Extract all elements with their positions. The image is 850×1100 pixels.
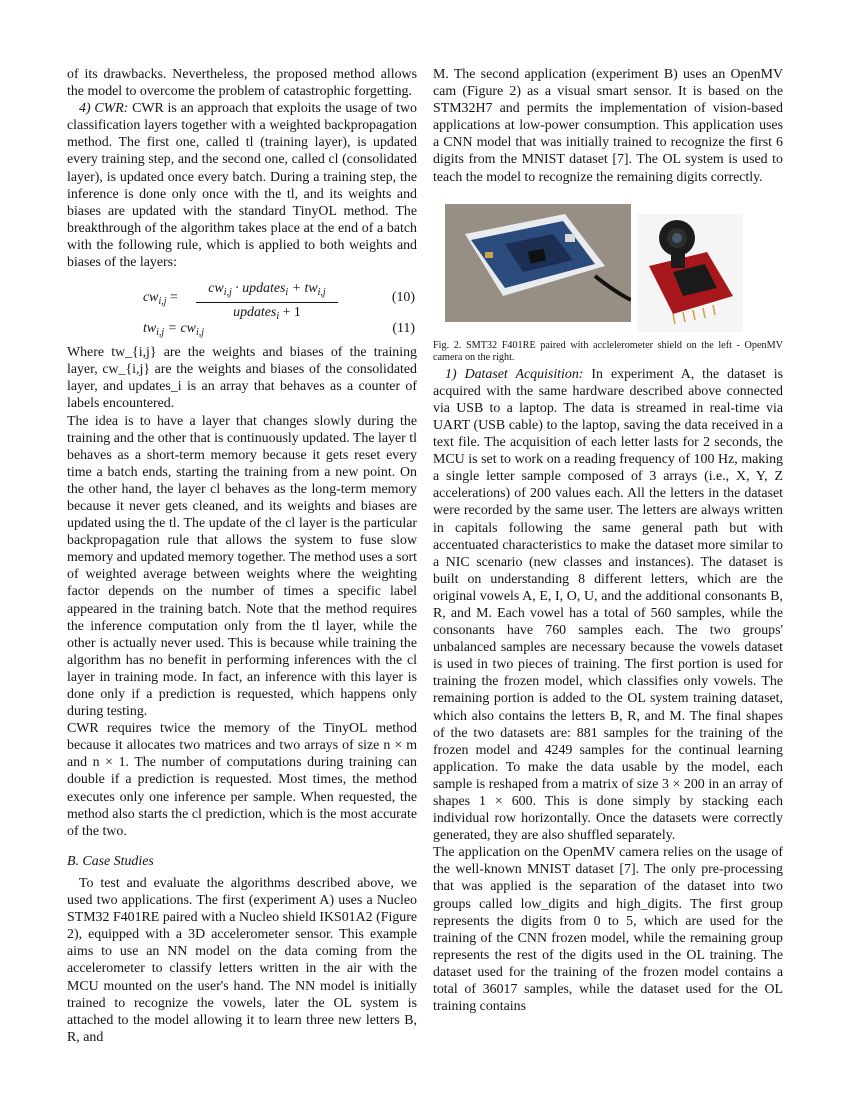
- paragraph-idea: The idea is to have a layer that changes slowly during the training and the other that is continuously updated. The layer tl behaves as a short-term memory because it gets reset every time a batch ends, starting the training from a new point. On the other hand, the layer cl behaves as the long-term memory because it never gets cleaned, and its weights and biases are updated using the tl. The update of the cl layer is the particular backpropagation rule that allows the system to fuse slow memory and updated memory together. The method uses a sort of weighted average between weights where the weighting factor depends on the number of times a specific label appeared in the training batch. Note that the method requires the inference computation only from the tl layer, while the other is actually never used. This is because while training the algorithm has no benefit in performing inferences with the cl layer in training mode. In fact, an inference with this layer is done only if a prediction is requested, which happens only during testing.: [67, 413, 418, 720]
- equation-10-fraction: $cw_{i,j}$ · updates$_i$ + $tw_{i,j}$ updates$_i$ + 1: [196, 280, 338, 325]
- dataset-acquisition-heading: 1) Dataset Acquisition:: [445, 366, 584, 382]
- equation-11: [67, 320, 417, 344]
- nucleo-board-photo: [445, 204, 631, 322]
- equation-10: [67, 280, 417, 323]
- equation-10-lhs: $cw_{i,j}$ =: [143, 290, 178, 308]
- paragraph-memory: CWR requires twice the memory of the TinyOL method because it allocates two matrices and two arrays of size n × m and n × 1. The number of computations during training can double if a prediction is requested. Most times, the method executes only one inference per sample. When requested, the method also starts the cl prediction, which is the most accurate of the two.: [67, 721, 417, 839]
- paragraph-case-studies: To test and evaluate the algorithms described above, we used two applications. The first (experiment A) uses a Nucleo STM32 F401RE paired with a Nucleo shield IKS01A2 (Figure 2), equipped with a 3D accelerometer sensor. This example aims to use an NN model on the data coming from the accelerometer to classify letters written in the air with the MCU mounted on the user's hand. The NN model is initially trained to recognize the vowels, later the OL system is attached to the model allowing it to learn three new letters B, R, and: [67, 875, 417, 1045]
- paragraph-openmv: The application on the OpenMV camera relies on the usage of the well-known MNIST dataset [7]. The only pre-processing that was applied is the separation of the dataset into two groups called low_digits and high_digits. The first group represents the digits from 0 to 5, which are used for the training of the CNN frozen model, while the remaining group represents the rest of the digits used in the OL training. The dataset used for the training of the frozen model contains a total of 36017 samples, while the dataset used for the OL training contains: [433, 845, 783, 1015]
- cwr-text: CWR is an approach that exploits the usage of two classification layers together with a weighted backpropagation method. The first one, called tl (training layer), is updated every training step, and the second one, called cl (consolidated layer), is updated once every batch. During a training step, the inference is done only once with the tl, and its weights and biases are updated with the standard TinyOL method. The breakthrough of the algorithm takes place at the end of a batch with the following rule, which is applied to both weights and biases of the layers:: [67, 101, 417, 271]
- section-heading-case-studies: B. Case Studies: [67, 853, 154, 869]
- equation-10-number: (10): [391, 290, 415, 306]
- paragraph-experiment-b: M. The second application (experiment B) uses an OpenMV cam (Figure 2) as a visual smart sensor. It is based on the STM32H7 and permits the implementation of vision-based applications at low-power consumption. This application uses a CNN model that was initially trained to recognize the first 6 digits from the MNIST dataset [7]. The OL system is used to teach the model to recognize the remaining digits correctly.: [433, 67, 783, 185]
- right-column: [433, 66, 783, 1015]
- figure-caption: Fig. 2. SMT32 F401RE paired with acclelerometer shield on the left - OpenMV camera on the right.: [433, 339, 783, 363]
- cwr-heading: 4) CWR:: [79, 101, 129, 117]
- openmv-camera-photo: [637, 214, 743, 332]
- left-column: [67, 66, 417, 1046]
- paragraph-intro: of its drawbacks. Nevertheless, the proposed method allows the model to overcome the problem of catastrophic forgetting.: [67, 67, 417, 100]
- paragraph-dataset-acquisition: [433, 366, 783, 845]
- paragraph-where: Where tw_{i,j} are the weights and biases of the training layer, cw_{i,j} are the weights and biases of the consolidated layer, and updates_i is an array that behaves as a counter of labels encountered.: [67, 345, 417, 412]
- figure-2: [433, 204, 783, 363]
- equation-11-body: $tw_{i,j} = cw_{i,j}$: [143, 321, 205, 339]
- dataset-acquisition-text: In experiment A, the dataset is acquired with the same hardware described above connected via USB to a laptop. The data is streamed in real-time via UART (USB cable) to the laptop, saving the data received in a text file. The acquisition of each letter lasts for 2 seconds, the MCU is set to work on a reading frequency of 100 Hz, making a single letter sample composed of 3 arrays (i.e., X, Y, Z accelerations) of 200 values each. All the letters in the dataset were recorded by the same user. The letters are always written in capitals following the same general path but with accentuated characteristics to make the dataset more similar to a NIC scenario (new classes and instances). The dataset is built on understanding 8 different letters, which are the original vowels A, E, I, O, U, and the additional consonants B, R, and M. Each vowel has a total of 560 samples, while the consonants have 760 samples each. The two groups' unbalanced samples are necessary because the vowels dataset is used in two pieces of training. The first portion is used for training the frozen model, which classifies only vowels. The remaining portion is added to the OL system training dataset, which also contains the letters B, R, and M. The final shapes of the two datasets are: 881 samples for the training of the frozen model and 4249 samples for the continual learning application. To make the data usable by the model, each sample is reshaped from a matrix of size 3 × 200 in an array of shapes 1 × 600. This is done simply by stacking each individual row horizontally. Once the datasets were correctly generated, they are also shuffled separately.: [433, 366, 783, 844]
- paragraph-cwr: [67, 100, 417, 271]
- equation-11-number: (11): [392, 321, 415, 337]
